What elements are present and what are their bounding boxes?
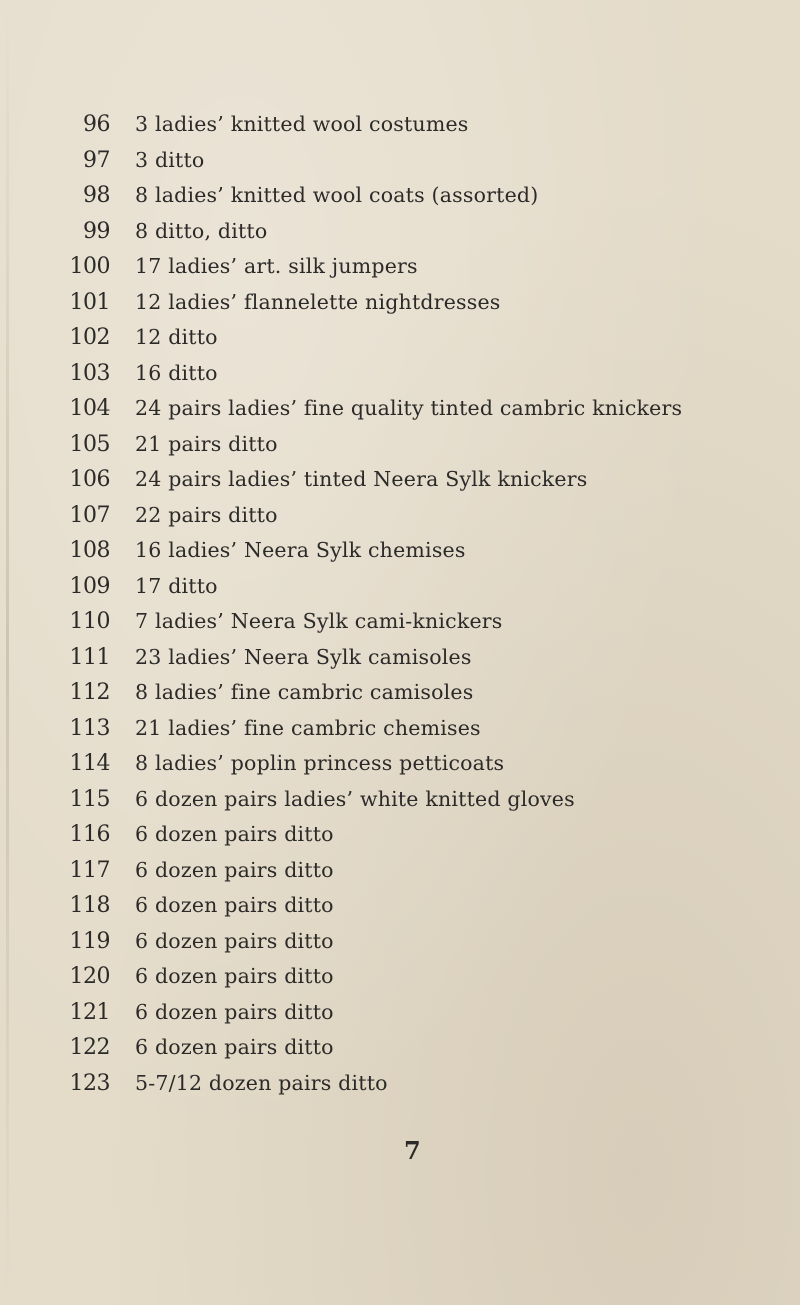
lot-description: 23 ladies’ Neera Sylk camisoles bbox=[135, 644, 472, 669]
lot-number: 113 bbox=[69, 715, 110, 741]
lot-row bbox=[0, 675, 800, 711]
lot-number: 98 bbox=[83, 183, 110, 208]
lot-description: 3 ditto bbox=[135, 147, 205, 172]
lot-row bbox=[0, 391, 800, 427]
lot-number: 99 bbox=[83, 218, 110, 244]
lot-list bbox=[0, 107, 800, 1101]
lot-number: 117 bbox=[69, 857, 110, 883]
lot-description: 12 ladies’ flannelette nightdresses bbox=[135, 289, 501, 314]
lot-row bbox=[0, 427, 800, 463]
lot-description: 17 ladies’ art. silk jumpers bbox=[135, 254, 418, 278]
lot-row bbox=[0, 285, 800, 321]
lot-description: 6 dozen pairs ditto bbox=[135, 1035, 334, 1059]
lot-description: 8 ladies’ fine cambric camisoles bbox=[135, 680, 474, 704]
lot-number: 107 bbox=[69, 502, 110, 528]
lot-row bbox=[0, 107, 800, 143]
lot-row bbox=[0, 711, 800, 747]
lot-description: 12 ditto bbox=[135, 325, 218, 349]
lot-number: 101 bbox=[69, 289, 110, 315]
lot-description: 5-7/12 dozen pairs ditto bbox=[135, 1070, 388, 1095]
lot-row bbox=[0, 569, 800, 605]
lot-description: 21 pairs ditto bbox=[135, 431, 278, 456]
lot-description: 6 dozen pairs ditto bbox=[135, 893, 334, 917]
lot-row bbox=[0, 533, 800, 569]
lot-description: 6 dozen pairs ditto bbox=[135, 822, 334, 846]
lot-number: 111 bbox=[69, 644, 110, 670]
lot-description: 6 dozen pairs ladies’ white knitted gloves bbox=[135, 786, 575, 811]
lot-row bbox=[0, 498, 800, 534]
lot-description: 6 dozen pairs ditto bbox=[135, 964, 334, 988]
lot-number: 121 bbox=[69, 999, 110, 1025]
lot-description: 7 ladies’ Neera Sylk cami-knickers bbox=[135, 609, 503, 633]
lot-number: 96 bbox=[83, 112, 110, 137]
lot-row bbox=[0, 604, 800, 640]
lot-description: 8 ladies’ poplin princess petticoats bbox=[135, 751, 505, 775]
lot-number: 104 bbox=[69, 396, 110, 421]
lot-description: 3 ladies’ knitted wool costumes bbox=[135, 112, 469, 136]
lot-number: 123 bbox=[69, 1070, 110, 1096]
lot-row bbox=[0, 214, 800, 250]
lot-number: 120 bbox=[69, 964, 110, 989]
lot-number: 109 bbox=[69, 573, 110, 599]
lot-description: 22 pairs ditto bbox=[135, 502, 278, 527]
lot-number: 100 bbox=[69, 254, 110, 279]
lot-number: 119 bbox=[69, 928, 110, 954]
lot-row bbox=[0, 853, 800, 889]
lot-row bbox=[0, 959, 800, 995]
lot-row bbox=[0, 178, 800, 214]
lot-number: 116 bbox=[69, 822, 110, 847]
lot-number: 112 bbox=[69, 680, 110, 705]
lot-description: 6 dozen pairs ditto bbox=[135, 857, 334, 882]
lot-row bbox=[0, 924, 800, 960]
lot-description: 16 ditto bbox=[135, 360, 218, 385]
lot-description: 24 pairs ladies’ fine quality tinted cambric knickers bbox=[135, 396, 683, 420]
lot-row bbox=[0, 888, 800, 924]
lot-number: 103 bbox=[69, 360, 110, 386]
lot-number: 97 bbox=[83, 147, 110, 173]
lot-description: 16 ladies’ Neera Sylk chemises bbox=[135, 538, 466, 562]
lot-row bbox=[0, 320, 800, 356]
lot-number: 114 bbox=[69, 751, 110, 776]
lot-row bbox=[0, 746, 800, 782]
lot-description: 6 dozen pairs ditto bbox=[135, 928, 334, 953]
lot-row bbox=[0, 143, 800, 179]
lot-number: 118 bbox=[69, 893, 110, 918]
lot-number: 115 bbox=[69, 786, 110, 812]
lot-row bbox=[0, 1030, 800, 1066]
lot-number: 105 bbox=[69, 431, 110, 457]
lot-description: 6 dozen pairs ditto bbox=[135, 999, 334, 1024]
lot-description: 21 ladies’ fine cambric chemises bbox=[135, 715, 481, 740]
lot-number: 108 bbox=[69, 538, 110, 563]
lot-description: 17 ditto bbox=[135, 573, 218, 598]
lot-row bbox=[0, 995, 800, 1031]
lot-row bbox=[0, 1066, 800, 1102]
lot-number: 102 bbox=[69, 325, 110, 350]
lot-description: 8 ladies’ knitted wool coats (assorted) bbox=[135, 183, 539, 207]
page-number: 7 bbox=[404, 1136, 421, 1165]
lot-number: 122 bbox=[69, 1035, 110, 1060]
lot-description: 24 pairs ladies’ tinted Neera Sylk knickers bbox=[135, 467, 588, 491]
lot-row bbox=[0, 356, 800, 392]
lot-number: 106 bbox=[69, 467, 110, 492]
lot-row bbox=[0, 249, 800, 285]
lot-description: 8 ditto, ditto bbox=[135, 218, 268, 243]
lot-row bbox=[0, 462, 800, 498]
lot-number: 110 bbox=[69, 609, 110, 634]
lot-row bbox=[0, 782, 800, 818]
lot-row bbox=[0, 640, 800, 676]
lot-row bbox=[0, 817, 800, 853]
